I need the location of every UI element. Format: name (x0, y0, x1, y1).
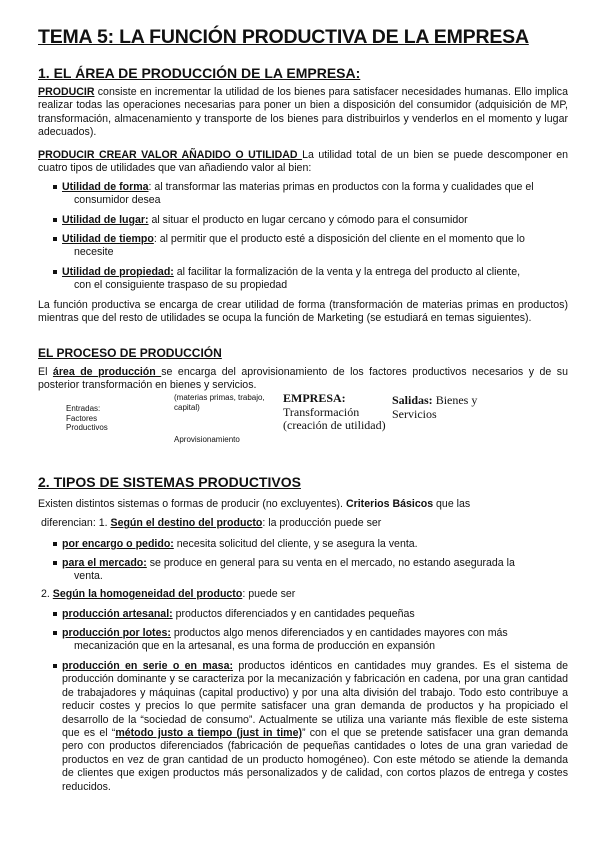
bullet-icon (53, 612, 57, 616)
valor-text: La utilidad total de un bien se puede descomponer en cuatro tipos de utilidades que van añadiendo valor al bien: (38, 149, 568, 175)
term-crear-valor: PRODUCIR CREAR VALOR AÑADIDO O UTILIDAD (38, 149, 303, 161)
paragraph-valor-anadido (38, 149, 568, 176)
criterio-destino: diferencian: 1. Según el destino del producto: la producción puede ser (41, 517, 382, 529)
paragraph-producir (38, 86, 568, 140)
list-item: para el mercado: se produce en general para su venta en el mercado, no estando asegurada la venta. (62, 557, 562, 584)
section-2-heading: 2. TIPOS DE SISTEMAS PRODUCTIVOS (38, 474, 301, 490)
paragraph-area-produccion: El área de producción se encarga del aprovisionamiento de los factores productivos necesarios y de su posterior transformación en bienes y servicios. (38, 366, 568, 392)
bullet-icon (53, 237, 57, 241)
list-item: producción por lotes: productos algo menos diferenciados y en cantidades mayores con más mecanización que en la artesanal, es una forma de producción en expansión (62, 627, 562, 654)
diagram-salidas: Salidas: Bienes y Servicios (392, 393, 478, 421)
diagram-entradas: Entradas: Factores Productivos (66, 404, 108, 432)
list-item (62, 214, 562, 227)
bullet-icon (53, 664, 57, 668)
utility-term: Utilidad de forma (62, 181, 149, 193)
diagram-empresa: EMPRESA: Transformación (creación de utilidad) (283, 391, 386, 432)
utility-term: Utilidad de lugar: (62, 214, 149, 226)
diagram-aprovisionamiento: Aprovisionamiento (174, 435, 240, 444)
list-item: Utilidad de propiedad: al facilitar la formalización de la venta y la entrega del producto al cliente, con el consiguiente traspaso de su propiedad (62, 266, 562, 293)
diagram-materias: (materias primas, trabajo, capital) (174, 393, 265, 412)
utility-term: Utilidad de tiempo (62, 233, 154, 245)
page-title: TEMA 5: LA FUNCIÓN PRODUCTIVA DE LA EMPRESA (38, 26, 529, 48)
list-item: Utilidad de tiempo: al permitir que el producto esté a disposición del cliente en el momento que lo necesite (62, 233, 562, 260)
list-item: por encargo o pedido: necesita solicitud del cliente, y se asegura la venta. (62, 538, 562, 551)
section-1-heading: 1. EL ÁREA DE PRODUCCIÓN DE LA EMPRESA: (38, 65, 361, 81)
list-item: Utilidad de forma: al transformar las materias primas en productos con la forma y cualidades que el consumidor desea (62, 181, 562, 208)
bullet-icon (53, 218, 57, 222)
subheading-proceso: EL PROCESO DE PRODUCCIÓN (38, 346, 222, 360)
bullet-icon (53, 185, 57, 189)
term-area-produccion: área de producción (52, 366, 162, 378)
bullet-icon (53, 542, 57, 546)
bullet-icon (53, 561, 57, 565)
list-item: producción artesanal: productos diferenciados y en cantidades pequeñas (62, 608, 562, 621)
list-item: producción en serie o en masa: productos idénticos en cantidades muy grandes. Es el sistema de producción dominante y se caracteriza por la mecanización y fabricación en cadena, por una gran cantidad de trabajadores y máquinas (capital productivo) y por una alta división del trabajo. Todo esto contribuye a reducir costes y precios lo que permite satisfacer una gran demanda de productos y ha propiciado el desarrollo de la “sociedad de consumo”. Actualmente se utiliza una variante más flexible de este sistema que es el “método justo a tiempo (just in time)” con el que se pretende satisfacer una gran demanda pero con productos diferenciados (fabricación de pequeñas cantidades o lotes de una gran variedad de productos en vez de gran cantidad de un producto homogéneo). Con este método se atiende la demanda de clientes que exigen productos más personalizados y de calidad, con cortos plazos de entrega y costes reducidos. (62, 660, 568, 794)
utility-text: al situar el producto en lugar cercano y cómodo para el consumidor (148, 214, 468, 226)
paragraph-intro-sistemas: Existen distintos sistemas o formas de producir (no excluyentes). Criterios Básicos que las (38, 498, 471, 510)
producir-text: consiste en incrementar la utilidad de los bienes para satisfacer necesidades humanas. Ello implica realizar todas las operaciones necesarias para poner un bien a disposición del consumidor (adquisición de MP, transformación, almacenamiento y transporte de los bienes para distribuirlos y venderlos en el momento y lugar adecuados). (38, 86, 568, 139)
utility-text: al transformar las materias primas en productos con la forma y cualidades que el (151, 181, 534, 193)
term-producir: PRODUCIR (38, 86, 95, 98)
criterio-homogeneidad: 2. Según la homogeneidad del producto: puede ser (41, 588, 296, 600)
bullet-icon (53, 631, 57, 635)
paragraph-funcion-productiva: La función productiva se encarga de crear utilidad de forma (transformación de materias primas en productos) mientras que del resto de utilidades se ocupa la función de Marketing (se estudiará en temas siguientes). (38, 299, 568, 325)
utility-term: Utilidad de propiedad: (62, 266, 174, 278)
bullet-icon (53, 270, 57, 274)
utility-text: al facilitar la formalización de la venta y la entrega del producto al cliente, (173, 266, 521, 278)
utility-text: al permitir que el producto esté a disposición del cliente en el momento que lo (156, 233, 525, 245)
